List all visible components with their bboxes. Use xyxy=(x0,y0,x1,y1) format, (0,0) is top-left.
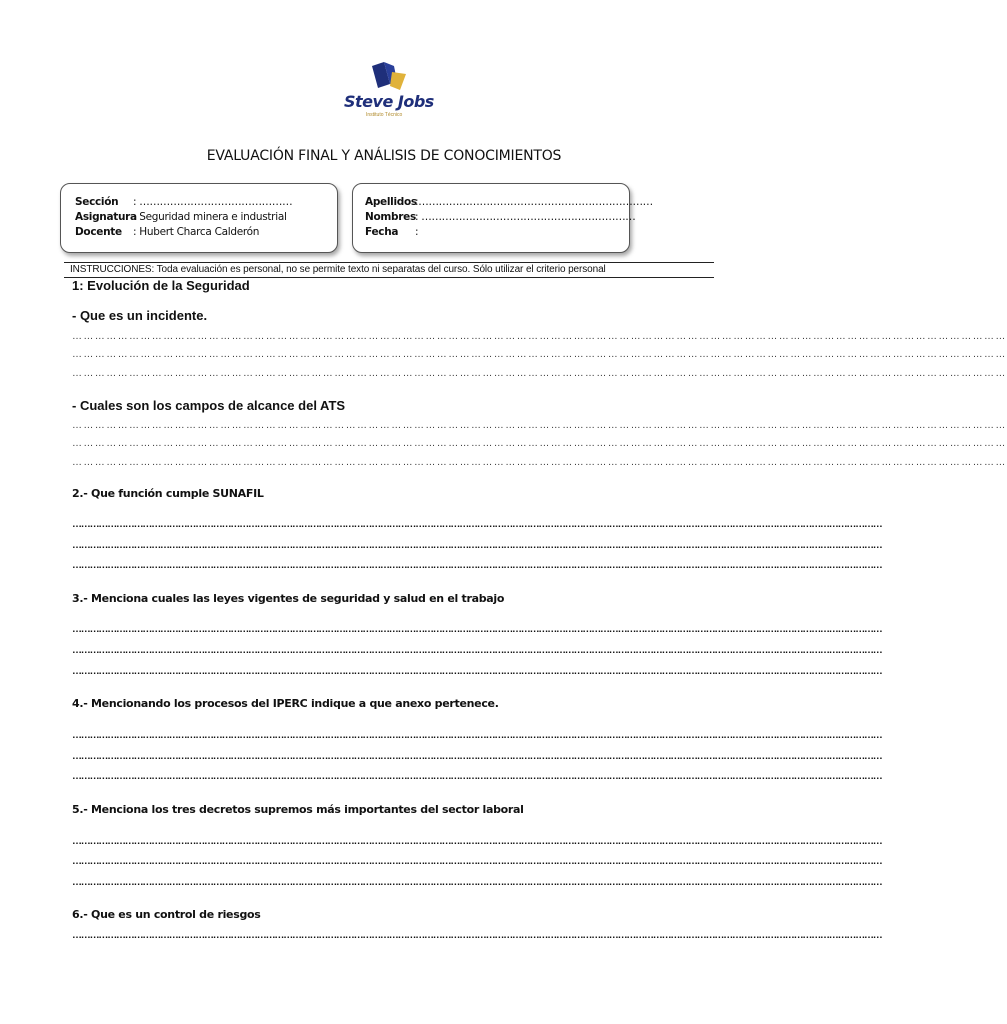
answer-line[interactable]: …………………………………………………………………………………………………………………………………………………………………………………………………………………………………………………… xyxy=(72,560,882,571)
question-1b: - Cuales son los campos de alcance del ATS xyxy=(72,398,346,413)
question-1a: - Que es un incidente. xyxy=(72,308,208,323)
answer-line[interactable]: ………………………………………………………………………………………………………………………………………………………………………………………………………………………… xyxy=(72,368,1007,379)
answer-line[interactable]: …………………………………………………………………………………………………………………………………………………………………………………………………………………………………………………… xyxy=(72,877,882,888)
answer-line[interactable]: …………………………………………………………………………………………………………………………………………………………………………………………………………………………………………………… xyxy=(72,771,882,782)
answer-line[interactable]: …………………………………………………………………………………………………………………………………………………………………………………………………………………………………………………… xyxy=(72,624,882,635)
answer-line[interactable]: ………………………………………………………………………………………………………………………………………………………………………………………………………………………… xyxy=(72,331,1007,342)
fecha-field[interactable]: : xyxy=(415,226,419,238)
answer-line[interactable]: …………………………………………………………………………………………………………………………………………………………………………………………………………………………………………………… xyxy=(72,730,882,741)
asignatura-value: : Seguridad minera e industrial xyxy=(133,211,287,223)
instructions: INSTRUCCIONES: Toda evaluación es personal, no se permite texto ni separatas del curso. Sólo utilizar el criterio personal xyxy=(64,262,714,278)
apellidos-field[interactable]: :…………………………………………………………… xyxy=(415,196,653,208)
question-5: 5.- Menciona los tres decretos supremos más importantes del sector laboral xyxy=(72,803,524,816)
answer-line[interactable]: ………………………………………………………………………………………………………………………………………………………………………………………………………………………… xyxy=(72,457,1007,468)
answer-line[interactable]: …………………………………………………………………………………………………………………………………………………………………………………………………………………………………………………… xyxy=(72,540,882,551)
docente-value: : Hubert Charca Calderón xyxy=(133,226,260,238)
answer-line[interactable]: …………………………………………………………………………………………………………………………………………………………………………………………………………………………………………………… xyxy=(72,856,882,867)
answer-line[interactable]: ………………………………………………………………………………………………………………………………………………………………………………………………………………………… xyxy=(72,349,1007,360)
answer-line[interactable]: …………………………………………………………………………………………………………………………………………………………………………………………………………………………………………………… xyxy=(72,930,882,941)
answer-line[interactable]: …………………………………………………………………………………………………………………………………………………………………………………………………………………………………………………… xyxy=(72,836,882,847)
logo-text: Steve Jobs xyxy=(344,92,434,111)
fecha-label: Fecha xyxy=(365,226,399,238)
apellidos-label: Apellidos xyxy=(365,196,417,208)
asignatura-label: Asignatura xyxy=(75,211,137,223)
question-2: 2.- Que función cumple SUNAFIL xyxy=(72,487,264,500)
student-info-box xyxy=(352,183,653,253)
question-6: 6.- Que es un control de riesgos xyxy=(72,908,261,921)
page-title: EVALUACIÓN FINAL Y ANÁLISIS DE CONOCIMIENTOS xyxy=(206,148,562,164)
answer-line[interactable]: ………………………………………………………………………………………………………………………………………………………………………………………………………………………… xyxy=(72,420,1007,431)
seccion-field[interactable]: : ……………………………………… xyxy=(133,196,293,208)
answer-line[interactable]: ………………………………………………………………………………………………………………………………………………………………………………………………………………………… xyxy=(72,438,1007,449)
steve-jobs-logo xyxy=(340,62,436,124)
book-icon xyxy=(370,62,410,92)
seccion-label: Sección xyxy=(75,196,119,208)
answer-line[interactable]: …………………………………………………………………………………………………………………………………………………………………………………………………………………………………………………… xyxy=(72,519,882,530)
docente-label: Docente xyxy=(75,226,122,238)
question-3: 3.- Menciona cuales las leyes vigentes de seguridad y salud en el trabajo xyxy=(72,592,505,605)
answer-line[interactable]: …………………………………………………………………………………………………………………………………………………………………………………………………………………………………………………… xyxy=(72,751,882,762)
question-4: 4.- Mencionando los procesos del IPERC indique a que anexo pertenece. xyxy=(72,697,499,710)
section-heading: 1: Evolución de la Seguridad xyxy=(72,278,250,293)
answer-line[interactable]: …………………………………………………………………………………………………………………………………………………………………………………………………………………………………………………… xyxy=(72,645,882,656)
course-info-box xyxy=(60,183,338,253)
nombres-label: Nombres xyxy=(365,211,416,223)
answer-line[interactable]: …………………………………………………………………………………………………………………………………………………………………………………………………………………………………………………… xyxy=(72,666,882,677)
nombres-field[interactable]: : ……………………………………………………… xyxy=(415,211,636,223)
logo-subtitle: Instituto Técnico xyxy=(366,112,403,118)
